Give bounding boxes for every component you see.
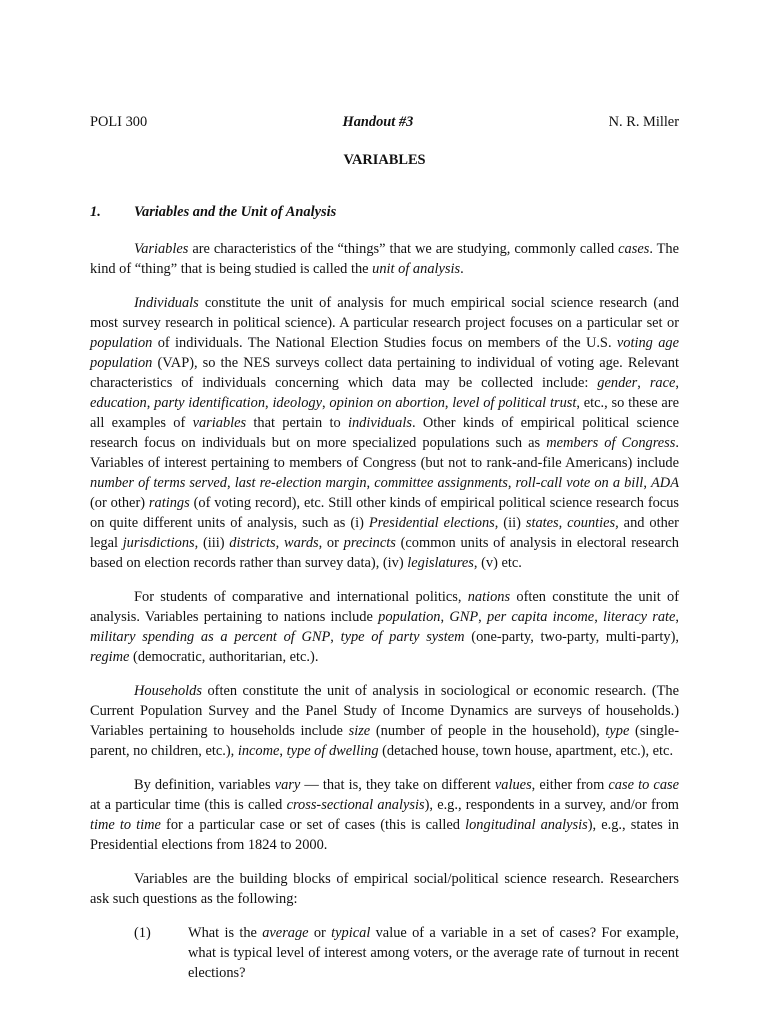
- italic-term: longitudinal analysis: [465, 817, 588, 833]
- question-list: [90, 923, 679, 983]
- text-run: ,: [444, 395, 453, 411]
- text-run: ,: [227, 475, 235, 491]
- italic-term: legislatures: [407, 555, 474, 571]
- text-run: ,: [279, 743, 287, 759]
- italic-term: states: [525, 515, 559, 531]
- italic-term: military spending as a percent of GNP: [90, 629, 331, 645]
- italic-term: GNP: [449, 609, 479, 625]
- text-run: ,: [275, 535, 284, 551]
- italic-term: type of dwelling: [286, 743, 379, 759]
- text-run: ), e.g., states in Presidential elections from 1824 to 2000.: [90, 817, 679, 853]
- italic-term: type of party system: [340, 629, 465, 645]
- section-heading: [90, 202, 679, 222]
- list-marker: (1): [134, 925, 151, 941]
- list-item: [90, 923, 679, 983]
- text-run: For students of comparative and international politics,: [134, 589, 468, 605]
- text-run: , (v) etc.: [473, 555, 522, 571]
- italic-term: nations: [467, 589, 511, 605]
- italic-term: values: [494, 777, 532, 793]
- italic-term: Presidential elections: [368, 515, 495, 531]
- italic-term: districts: [229, 535, 276, 551]
- list-item-text: [188, 923, 679, 983]
- italic-term: wards: [283, 535, 319, 551]
- text-run: (single-parent, no children, etc.),: [90, 723, 679, 759]
- italic-term: committee assignments: [374, 475, 508, 491]
- italic-term: income: [237, 743, 280, 759]
- text-run: and other legal: [90, 515, 679, 551]
- italic-term: vary: [274, 777, 301, 793]
- text-run: (one-party, two-party, multi-party),: [464, 629, 679, 645]
- italic-term: Households: [134, 683, 202, 699]
- text-run: constitute the unit of analysis for much empirical social science research (and most survey research in political science). A particular research project focuses on a particular set or: [90, 295, 679, 331]
- italic-term: roll-call vote on a bill: [515, 475, 644, 491]
- text-run: ,: [146, 395, 155, 411]
- italic-term: last re-election margin: [234, 475, 367, 491]
- text-run: often constitute the unit of analysis. Variables pertaining to nations include: [90, 589, 679, 625]
- text-run: . The kind of “thing” that is being studied is called the: [90, 241, 679, 277]
- text-run: , (ii): [494, 515, 526, 531]
- text-run: (of voting record), etc. Still other kinds of empirical political science research focus on quite different units of analysis, such as (i): [90, 495, 679, 531]
- text-run: ,: [265, 395, 273, 411]
- italic-term: precincts: [343, 535, 396, 551]
- paragraph: [90, 587, 679, 667]
- italic-term: average: [262, 925, 309, 941]
- document-title: VARIABLES: [343, 152, 426, 168]
- italic-term: Individuals: [134, 295, 199, 311]
- text-run: By definition, variables: [134, 777, 275, 793]
- italic-term: ideology: [272, 395, 322, 411]
- text-run: ,: [478, 609, 487, 625]
- italic-term: individuals: [347, 415, 412, 431]
- italic-term: number of terms served: [90, 475, 227, 491]
- author-name: N. R. Miller: [608, 114, 679, 130]
- text-run: are characteristics of the “things” that we are studying, commonly called: [188, 241, 619, 257]
- paragraph: [90, 869, 679, 909]
- text-run: ,: [507, 475, 516, 491]
- italic-term: counties,: [567, 515, 619, 531]
- italic-term: cases: [618, 241, 650, 257]
- italic-term: education: [90, 395, 147, 411]
- text-run: for a particular case or set of cases (this is called: [160, 817, 466, 833]
- text-run: often constitute the unit of analysis in sociological or economic research. (The Current Population Survey and the Panel Study of Income Dynamics are surveys of households.) Variables pertaining to households include: [90, 683, 679, 739]
- italic-term: party identification: [154, 395, 266, 411]
- text-run: ,: [675, 375, 679, 391]
- page-header: [90, 112, 679, 132]
- paragraph: [90, 293, 679, 573]
- italic-term: size: [348, 723, 371, 739]
- italic-term: unit of analysis: [372, 261, 461, 277]
- italic-term: case to case: [608, 777, 680, 793]
- text-run: . Variables of interest pertaining to members of Congress (but not to rank-and-file Americans) include: [90, 435, 679, 471]
- italic-term: population: [378, 609, 441, 625]
- text-run: (detached house, town house, apartment, etc.), etc.: [378, 743, 674, 759]
- italic-term: variables: [192, 415, 247, 431]
- paragraph: [90, 239, 679, 279]
- italic-term: voting age population: [90, 335, 679, 371]
- text-run: of individuals. The National Election Studies focus on members of the U.S.: [152, 335, 617, 351]
- text-run: , etc., so these are all examples of: [90, 395, 679, 431]
- text-run: , either from: [531, 777, 609, 793]
- text-run: ,: [440, 609, 450, 625]
- italic-term: jurisdictions: [122, 535, 195, 551]
- italic-term: type: [605, 723, 630, 739]
- text-run: What is the: [188, 925, 263, 941]
- text-run: ,: [322, 395, 330, 411]
- italic-term: regime: [90, 649, 130, 665]
- body-text: [90, 239, 679, 909]
- italic-term: cross-sectional analysis: [286, 797, 425, 813]
- italic-term: population: [90, 335, 153, 351]
- section-number: 1.: [90, 204, 101, 220]
- text-run: ,: [637, 375, 650, 391]
- text-run: , or: [318, 535, 344, 551]
- text-run: (VAP), so the NES surveys collect data pertaining to individual of voting age. Relevant characteristics of individuals concerning which data may be collected include:: [90, 355, 679, 391]
- text-run: Variables are the building blocks of empirical social/political science research. Researchers ask such questions as the following:: [90, 871, 679, 907]
- text-run: ,: [675, 609, 680, 625]
- italic-term: members of Congress: [546, 435, 676, 451]
- text-run: .: [460, 261, 464, 277]
- italic-term: literacy rate: [603, 609, 676, 625]
- text-run: (common units of analysis in electoral research based on election records rather than survey data), (iv): [90, 535, 679, 571]
- text-run: , (iii): [194, 535, 230, 551]
- course-code: POLI 300: [90, 114, 148, 130]
- text-run: (number of people in the household),: [370, 723, 606, 739]
- text-run: . Other kinds of empirical political science research focus on individuals but on more specialized populations such as: [90, 415, 679, 451]
- section-title: Variables and the Unit of Analysis: [134, 204, 337, 220]
- handout-number: Handout #3: [342, 114, 414, 130]
- text-run: (democratic, authoritarian, etc.).: [129, 649, 319, 665]
- italic-term: level of political trust: [452, 395, 577, 411]
- italic-term: per capita income: [487, 609, 595, 625]
- text-run: (or other): [90, 495, 149, 511]
- text-run: or: [308, 925, 332, 941]
- italic-term: race: [649, 375, 676, 391]
- text-run: ), e.g., respondents in a survey, and/or from: [424, 797, 679, 813]
- italic-term: ADA: [651, 475, 679, 491]
- text-run: ,: [330, 629, 341, 645]
- italic-term: ratings: [148, 495, 190, 511]
- italic-term: opinion on abortion: [329, 395, 445, 411]
- document-page: [90, 112, 679, 983]
- text-run: that pertain to: [246, 415, 348, 431]
- text-run: at a particular time (this is called: [90, 797, 287, 813]
- italic-term: time to time: [90, 817, 161, 833]
- text-run: ,: [594, 609, 604, 625]
- paragraph: [90, 775, 679, 855]
- italic-term: typical: [331, 925, 371, 941]
- italic-term: Variables: [134, 241, 189, 257]
- text-run: ,: [558, 515, 568, 531]
- italic-term: gender: [597, 375, 638, 391]
- text-run: value of a variable in a set of cases? For example, what is typical level of interest among voters, or the average rate of turnout in recent elections?: [188, 925, 680, 981]
- text-run: — that is, they take on different: [300, 777, 495, 793]
- paragraph: [90, 681, 679, 761]
- text-run: ,: [366, 475, 375, 491]
- text-run: ,: [643, 475, 652, 491]
